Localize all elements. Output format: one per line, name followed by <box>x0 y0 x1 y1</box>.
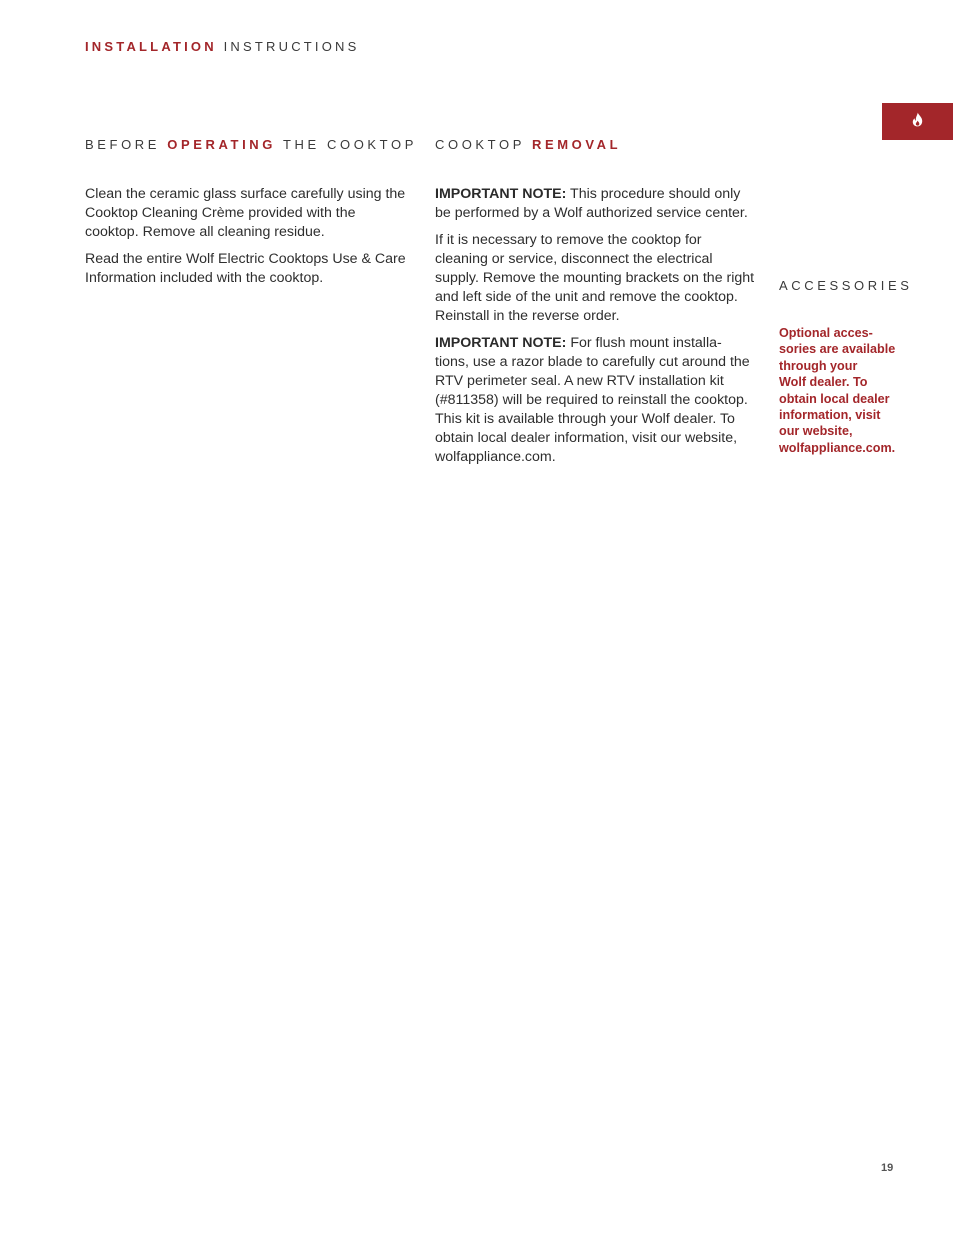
heading-strong: OPERATING <box>167 137 276 152</box>
cooktop-removal-body <box>435 185 757 475</box>
paragraph: Clean the ceramic glass surface carefully using the Cooktop Cleaning Crème provided with the cooktop. Remove all cleaning residue. <box>85 186 406 240</box>
paragraph: Read the entire Wolf Electric Cooktops Use & Care Information included with the cooktop. <box>85 251 406 286</box>
before-operating-heading <box>85 137 417 152</box>
note-line: information, visit <box>779 408 881 423</box>
note-line: sories are available <box>779 342 896 357</box>
important-note-text: For flush mount installa- tions, use a razor blade to carefully cut around the RTV perimeter seal. A new RTV installation kit (#811358) will be required to reinstall the cooktop. This kit is available through your Wolf dealer. To obtain local dealer information, visit our website, wolfappliance.com. <box>435 335 750 465</box>
important-note-label: IMPORTANT NOTE: <box>435 186 567 202</box>
section-tab <box>882 103 953 140</box>
accessories-note <box>779 325 919 456</box>
note-line: through your <box>779 358 858 373</box>
note-line: our website, <box>779 424 853 439</box>
heading-strong: REMOVAL <box>531 137 622 152</box>
note-line: obtain local dealer <box>779 391 890 406</box>
heading-pre: BEFORE <box>85 137 161 152</box>
important-note-2 <box>435 334 757 467</box>
cooktop-removal-heading <box>435 137 621 152</box>
before-operating-body <box>85 185 407 296</box>
note-line: Optional acces- <box>779 326 873 340</box>
page-header <box>85 39 360 54</box>
note-line: Wolf dealer. To <box>779 375 868 390</box>
note-line: wolfappliance.com. <box>779 440 896 455</box>
page-number: 19 <box>881 1162 894 1174</box>
important-note-label: IMPORTANT NOTE: <box>435 335 567 351</box>
important-note-1 <box>435 185 757 223</box>
header-title-strong: INSTALLATION <box>85 39 217 54</box>
heading-pre: COOKTOP <box>435 137 525 152</box>
paragraph: If it is necessary to remove the cooktop for cleaning or service, disconnect the electrical supply. Remove the mounting brackets on the right and left side of the unit and remove the cooktop. Reinstall in the reverse order. <box>435 232 755 324</box>
heading-post: THE COOKTOP <box>282 137 417 152</box>
accessories-heading: ACCESSORIES <box>779 278 913 293</box>
important-note-text: This procedure should only be performed by a Wolf authorized service center. <box>435 186 748 221</box>
header-title-rest: INSTRUCTIONS <box>223 39 360 54</box>
flame-icon <box>911 112 924 132</box>
